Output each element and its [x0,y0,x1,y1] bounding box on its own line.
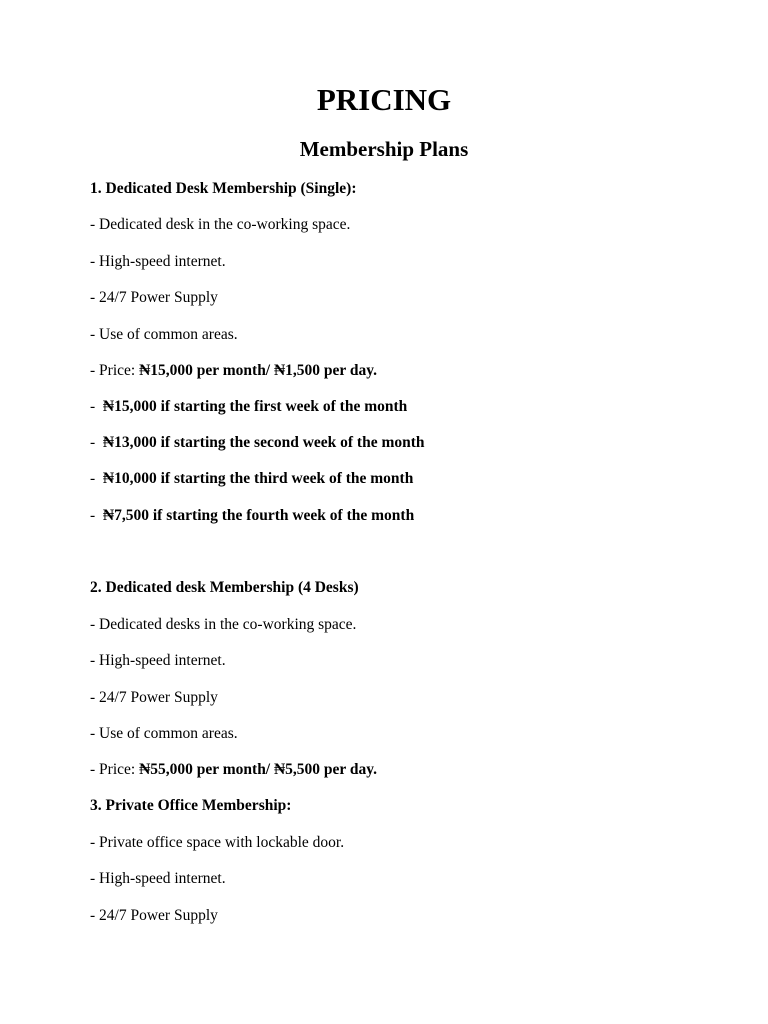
list-dash: - [90,434,103,451]
prorated-text: ₦10,000 if starting the third week of the month [102,470,414,487]
plan-1-feature: - Dedicated desk in the co-working space. [90,216,351,233]
plan-1-heading: 1. Dedicated Desk Membership (Single): [90,180,357,197]
list-dash: - [90,398,103,415]
plan-1-price [90,361,377,381]
plan-1-prorated-item [90,397,407,417]
plan-2-feature: - Use of common areas. [90,725,238,742]
plan-1-feature: - Use of common areas. [90,326,238,343]
plan-1-prorated-item [90,469,413,489]
plan-2-heading: 2. Dedicated desk Membership (4 Desks) [90,579,359,596]
page-subtitle: Membership Plans [299,137,469,161]
plan-1-prorated-item [90,506,414,526]
prorated-text: ₦7,500 if starting the fourth week of the month [102,507,415,524]
plan-3-feature: - 24/7 Power Supply [90,907,218,924]
plan-2-price [90,760,377,780]
plan-2-feature: - 24/7 Power Supply [90,689,218,706]
prorated-text: ₦13,000 if starting the second week of the month [102,434,425,451]
plan-3-feature: - High-speed internet. [90,870,226,887]
plan-2-feature: - High-speed internet. [90,652,226,669]
plan-1-prorated-item [90,433,425,453]
list-dash: - [90,470,103,487]
prorated-text: ₦15,000 if starting the first week of the month [102,398,408,415]
price-label: - Price: [90,761,140,778]
price-value: ₦55,000 per month/ ₦5,500 per day. [139,761,378,778]
page-title: PRICING [316,82,452,117]
plan-3-feature: - Private office space with lockable door. [90,834,345,851]
plan-2-feature: - Dedicated desks in the co-working space. [90,616,357,633]
list-dash: - [90,507,103,524]
price-value: ₦15,000 per month/ ₦1,500 per day. [139,362,378,379]
price-label: - Price: [90,362,140,379]
plan-3-heading: 3. Private Office Membership: [90,797,292,814]
plan-1-feature: - High-speed internet. [90,253,226,270]
plan-1-feature: - 24/7 Power Supply [90,289,218,306]
